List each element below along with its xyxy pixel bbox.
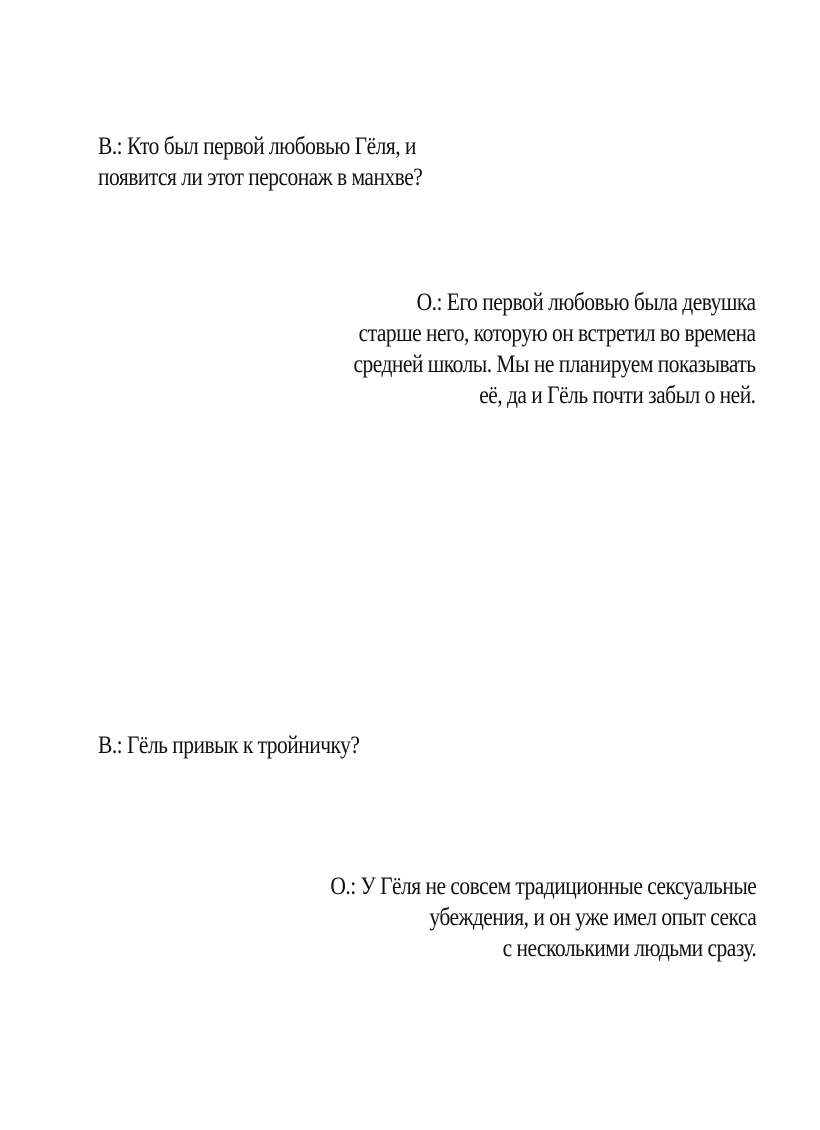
answer-2 — [330, 871, 756, 964]
question-1 — [98, 131, 422, 193]
question-2 — [98, 730, 359, 761]
question-1-line-1: В.: Кто был первой любовью Гёля, и — [98, 133, 416, 160]
answer-1-line-4: её, да и Гёль почти забыл о ней. — [479, 382, 756, 409]
answer-2-line-2: убеждения, и он уже имел опыт секса — [429, 904, 756, 931]
answer-1-line-1: О.: Его первой любовью была девушка — [417, 289, 756, 316]
answer-1 — [354, 287, 756, 411]
answer-1-line-2: старше него, которую он встретил во времена — [359, 320, 756, 347]
answer-2-line-3: с несколькими людьми сразу. — [502, 935, 756, 962]
answer-1-line-3: средней школы. Мы не планируем показывать — [353, 351, 756, 378]
question-2-line-1: В.: Гёль привык к тройничку? — [98, 732, 360, 759]
question-1-line-2: появится ли этот персонаж в манхве? — [98, 164, 423, 191]
answer-2-line-1: О.: У Гёля не совсем традиционные сексуальные — [330, 873, 756, 900]
